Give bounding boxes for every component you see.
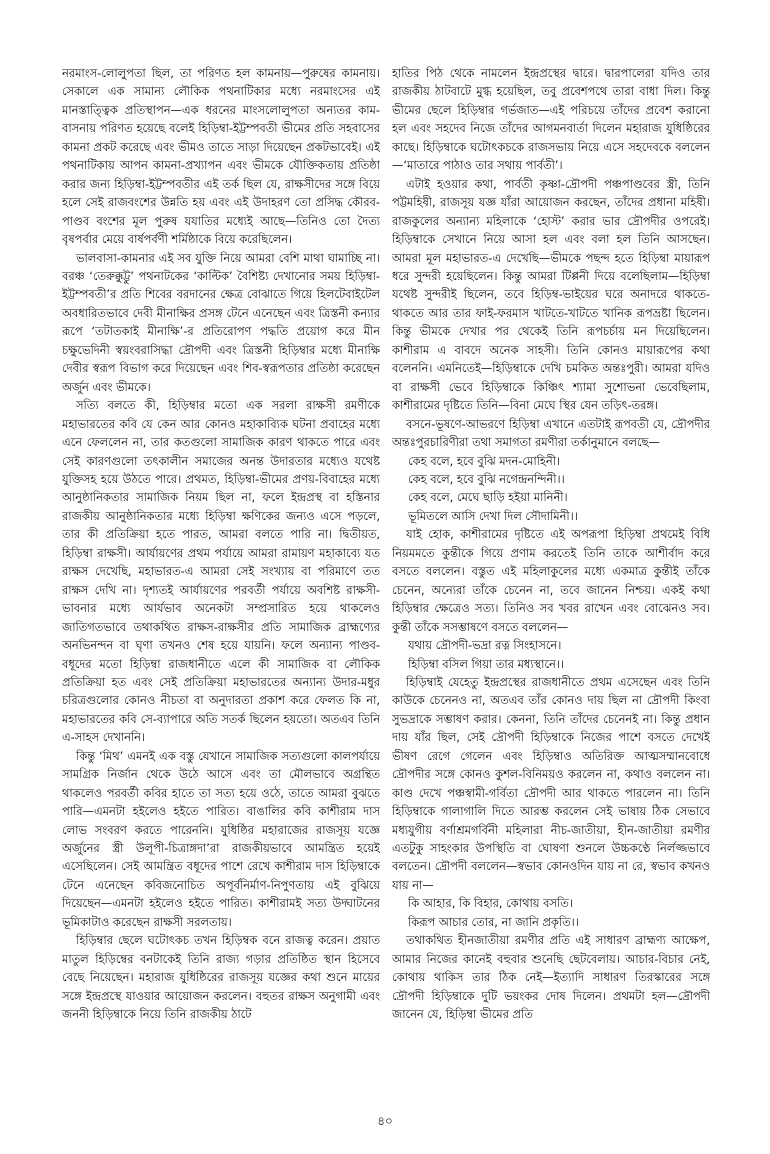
paragraph: হিড়িম্বাই যেহেতু ইন্দ্রপ্রস্থের রাজধানীতে প্রথম এসেছেন এবং তিনি কাউকে চেনেনও না, অতএব তাঁর কোনও দায় ছিল না দ্রৌপদী কিংবা সুভদ্রাকে সম্ভাষণ করার। কেননা, তিনি তাঁদের চেনেনই না। কিন্তু প্রধান দায় যাঁর ছিল, সেই দ্রৌপদী হিড়িম্বাকে নিজের পাশে বসতে দেখেই ভীষণ রেগে গেলেন এবং হিড়িম্বাও অতিরিক্ত আত্মসম্মানবোধে দ্রৌপদীর সঙ্গে কোনও কুশল-বিনিময়ও করলেন না, কথাও বললেন না। কাণ্ড দেখে পঞ্চস্বামী-গর্বিতা দ্রৌপদী আর থাকতে পারলেন না। তিনি হিড়িম্বাকে গালাগালি দিতে আরম্ভ করলেন সেই ভাষায় ঠিক সেভাবে মধ্যযুগীয় বর্ণাশ্রমগর্বিনী মহিলারা নীচ-জাতীয়া, হীন-জাতীয়া রমণীর এতটুকু সাহংকার উপস্থিতি বা ঘোষণা শুনলে উচ্চকণ্ঠে নির্লজ্জভাবে বলতেন। দ্রৌপদী বললেন—স্বভাব কোনওদিন যায় না রে, স্বভাব কখনও যায় না—	[392, 674, 710, 892]
verse-line: যথায় দ্রৌপদী-ভদ্রা রত্ন সিংহাসনে।	[408, 638, 562, 653]
paragraph: নরমাংস-লোলুপতা ছিল, তা পরিণত হল কামনায়—পুরুষের কামনায়। সেকালে এক সামান্য লৌকিক পথনাটিকার মধ্যে নরমাংসের এই মানস্তাত্ত্বিক প্রতিস্থাপন—এক ধরনের মাংসলোলুপতা অন্যতর কাম-বাসনায় পরিণত হয়েছে বলেই হিড়িম্বা-ইট্টম্পবতী ভীমের প্রতি সহবাসের কামনা প্রকট করেছে এবং ভীমও তাতে সাড়া দিয়েছেন প্রকটভাবেই। এই পথনাটিকায় আপন কামনা-প্রখ্যাপন এবং ভীমকে যৌক্তিকতায় প্রতিষ্ঠা করার জন্য হিড়িম্বা-ইট্টম্পবতীর এই তর্ক ছিল যে, রাক্ষসীদের সঙ্গে বিয়ে হলে সেই রাজবংশের উন্নতি হয় এবং এই উদাহরণ তো প্রসিদ্ধ কৌরব-পাণ্ডব বংশের মূল পুরুষ যযাতির মধ্যেই আছে—তিনিও তো দৈত্য বৃষপর্বার মেয়ে বার্ষপর্বণী শর্মিষ্ঠাকে বিয়ে করেছিলেন।	[62, 66, 380, 247]
paragraph: হিড়িম্বার ছেলে ঘটোৎকচ তখন হিড়িম্বক বনে রাজত্ব করেন। প্রয়াত মাতুল হিড়িম্বের বনটাকেই তিনি রাজ্য গড়ার প্রতিষ্ঠিত স্থান হিসেবে বেছে নিয়েছেন। মহারাজ যুধিষ্ঠিরের রাজসূয় যজ্ঞের কথা শুনে মায়ের সঙ্গে ইন্দ্রপ্রস্থে যাওয়ার আয়োজন করলেন। বহুতর রাক্ষস অনুগামী এবং জননী হিড়িম্বাকে নিয়ে তিনি রাজকীয় ঠাটে	[62, 933, 380, 1022]
paragraph: বসনে-ভূষণে-আভরণে হিড়িম্বা এখানে এতটাই রূপবতী যে, দ্রৌপদীর অন্তঃপুরচারিণীরা তথা সমাগতা রমণীরা তর্কানুমানে বলছে—	[392, 416, 710, 450]
paragraph: এটাই হওয়ার কথা, পার্বতী কৃষ্ণা-দ্রৌপদী পঞ্চপাণ্ডবের স্ত্রী, তিনি পট্টমহিষী, রাজসূয় যজ্ঞ যাঁরা আয়োজন করছেন, তাঁদের প্রধানা মহিষী। রাজকুলের অন্যান্য মহিলাকে ‘হোস্ট’ করার ভার দ্রৌপদীর ওপরেই। হিড়িম্বাকে সেখানে নিয়ে আসা হল এবং বলা হল তিনি আসছেন। আমরা মূল মহাভারত-এ দেখেছি—ভীমকে পছন্দ হতে হিড়িম্বা মায়ারূপ ধরে সুন্দরী হয়েছিলেন। কিন্তু আমরা টিপ্পনী দিয়ে বলেছিলাম—হিড়িম্বা যথেষ্ট সুন্দরীই ছিলেন, তবে হিড়িম্ব-ভাইয়ের ঘরে অনাদরে থাকতে-থাকতে আর তার ফাই-ফরমাস খাটতে-খাটতে খানিক রূপভ্রষ্টা ছিলেন। কিন্তু ভীমকে দেখার পর থেকেই তিনি রূপচর্চায় মন দিয়েছিলেন। কাশীরাম এ বাবদে অনেক সাহসী। তিনি কোনও মায়ারূপের কথা বলেননি। এমনিতেই—হিড়িম্বাকে দেখি চমকিত অন্তঃপুরী। আমরা যদিও বা রাক্ষসী ভেবে হিড়িম্বাকে কিঞ্চিৎ শ্যামা সুশোভনা ভেবেছিলাম, কাশীরামের দৃষ্টিতে তিনি—বিনা মেঘে স্থির যেন তড়িৎ-তরঙ্গ।	[392, 176, 710, 413]
paragraph: হাতির পিঠ থেকে নামলেন ইন্দ্রপ্রস্থের দ্বারে। দ্বারপালেরা যদিও তার রাজকীয় ঠাটবাটে মুগ্ধ হয়েছিল, তবু প্রবেশপথে তারা বাধা দিল। কিন্তু ভীমের ছেলে হিড়িম্বার গর্ভজাত—এই পরিচয়ে তাঁদের প্রবেশ করানো হল এবং সহদেব নিজে তাঁদের আগমনবার্তা দিলেন মহারাজ যুধিষ্ঠিরের কাছে। হিড়িম্বাকে ঘটোৎকচকে রাজসভায় নিয়ে এসে সহদেবকে বললেন—‘মাতারে পাঠাও তার সথায় পার্বতী’।	[392, 66, 710, 173]
paragraph: সত্যি বলতে কী, হিড়িম্বার মতো এক সরলা রাক্ষসী রমণীকে মহাভারতের কবি যে কেন আর কোনও মহাকাব্যিক ঘটনা প্রবাহের মধ্যে এনে ফেললেন না, তার কতগুলো সামাজিক কারণ থাকতে পারে এবং সেই কারণগুলো তৎকালীন সমাজের অনন্ত উদারতার মধ্যেও যথেষ্ট যুক্তিসহ হয়ে উঠতে পারে। প্রথমত, হিড়িম্বা-ভীমের প্রণয়-বিবাহের মধ্যে আনুষ্ঠানিকতার সামাজিক নিয়ম ছিল না, ফলে ইন্দ্রপ্রস্থ বা হস্তিনার রাজকীয় আনুষ্ঠানিকতার মধ্যে হিড়িম্বা ক্ষণিকের জন্যও এসে পড়লে, তার কী প্রতিক্রিয়া হতে পারত, আমরা বলতে পারি না। দ্বিতীয়ত, হিড়িম্বা রাক্ষসী। আর্যায়ণের প্রথম পর্যায়ে আমরা রামায়ণ মহাকাব্যে যত রাক্ষস দেখেছি, মহাভারত-এ আমরা সেই সংখ্যায় বা পরিমাণে তত রাক্ষস দেখি না। দৃশ্যতই আর্যায়ণের পরবর্তী পর্যায়ে অবশিষ্ট রাক্ষসী-ভাবনার মধ্যে আর্যভাব অনেকটা সম্প্রসারিত হয়ে থাকলেও জাতিগতভাবে তথাকথিত রাক্ষস-রাক্ষসীর প্রতি সামাজিক ব্রাহ্মণ্যের অনভিনন্দন বা ঘৃণা তখনও শেষ হয়ে যায়নি। ফলে অন্যান্য পাণ্ডব-বধূদের মতো হিড়িম্বা রাজধানীতে এলে কী সামাজিক বা লৌকিক প্রতিক্রিয়া হত এবং সেই প্রতিক্রিয়া মহাভারতের অন্যান্য উদার-মধুর চরিত্রগুলোর কোনও নীচতা বা অনুদারতা প্রকাশ করে ফেলত কি না, মহাভারতের কবি সে-ব্যাপারে অতি সতর্ক ছিলেন হয়তো। অতএব তিনি এ-সাহস দেখাননি।	[62, 398, 380, 745]
paragraph: কিন্তু ‘মিথ’ এমনই এক বস্তু যেখানে সামাজিক সত্যগুলো কালপর্যায়ে সামগ্রিক নির্জান থেকে উঠে আসে এবং তা মৌলভাবে অগ্রন্থিত থাকলেও পরবর্তী কবির হাতে তা সত্য হয়ে ওঠে, তাতে আমরা বুঝতে পারি—এমনটা হইলেও হইতে পারিত। বাঙালির কবি কাশীরাম দাস লোভ সংবরণ করতে পারেননি। যুধিষ্ঠির মহারাজের রাজসূয় যজ্ঞে অর্জুনের স্ত্রী উলূপী-চিত্রাঙ্গদা’রা রাজকীয়ভাবে আমন্ত্রিত হয়েই এসেছিলেন। সেই আমন্ত্রিত বধূদের পাশে রেখে কাশীরাম দাস হিড়িম্বাকে টেনে এনেছেন কবিজনোচিত অপূর্বনির্মাণ-নিপুণতায় এই বুঝিয়ে দিয়েছেন—এমনটা হইলেও হইতে পারিত। কাশীরামই সত্য উদ্ঘাটনের ভূমিকাটাও করেছেন রাক্ষসী সরলতায়।	[62, 748, 380, 929]
paragraph: যাই হোক, কাশীরামের দৃষ্টিতে এই অপরূপা হিড়িম্বা প্রথমেই বিধি নিয়মমতে কুন্তীকে গিয়ে প্রণাম করতেই তিনি তাকে আশীর্বাদ করে বসতে বললেন। বস্তুত এই মহিলাকুলের মধ্যে একমাত্র কুন্তীই তাঁকে চেনেন, অন্যেরা তাঁকে চেনেন না, তবে জানেন নিশ্চয়। একই কথা হিড়িম্বার ক্ষেত্রেও সত্য। তিনিও সব খবর রাখেন এবং বোঝেনও সব। কুন্তী তাঁকে সসম্ভাষণে বসতে বললেন—	[392, 527, 710, 634]
left-text-column	[62, 64, 380, 1074]
verse-line: ভূমিতলে আসি দেখা দিল সৌদামিনী।।	[408, 508, 578, 523]
page-number: ৪০	[377, 1114, 393, 1128]
verse-line: হিড়িম্বা বসিল গিয়া তার মধ্যস্থানে।।	[408, 656, 564, 671]
verse-line: কি আহার, কি বিহার, কোথায় বসতি।	[408, 896, 573, 911]
paragraph: তথাকথিত হীনজাতীয়া রমণীর প্রতি এই সাধারণ ব্রাহ্মণ্য আক্ষেপ, আমার নিজের কানেই বহুবার শুনেছি ছেটবেলায়। আচার-বিচার নেই, কোথায় থাকিস তার ঠিক নেই—ইত্যাদি সাধারণ তিরস্কারের সঙ্গে দ্রৌপদী হিড়িম্বাকে দুটি ভয়ংকর দোষ দিলেন। প্রথমটা হল—দ্রৌপদী জানেন যে, হিড়িম্বা ভীমের প্রতি	[392, 933, 710, 1022]
verse-line: কিরূপ আচার তোর, না জানি প্রকৃতি।।	[408, 914, 579, 929]
paragraph: ভালবাসা-কামনার এই সব যুক্তি নিয়ে আমরা বেশি মাথা ঘামাচ্ছি না। বরঞ্চ ‘তেরুক্কুট্টু’ পথনাটকের ‘কাল্টিক’ বৈশিষ্ট্য দেখানোর সময় হিড়িম্বা-ইট্টম্পবতী’র প্রতি শিবের বরদানের ক্ষেত্র বোঝাতে গিয়ে হিলটেবাইটেল অবধারিতভাবে দেবী মীনাক্ষির প্রসঙ্গ টেনে এনেছেন এবং ত্রিস্তনী কন্যার রূপে ‘তটাতকাই মীনাক্ষি’-র প্রতিরোপণ পদ্ধতি প্রয়োগ করে মীন চক্ষুভেদিনী স্বয়ংবরাসিদ্ধা দ্রৌপদী এবং ত্রিস্তনী হিড়িম্বার মধ্যে মীনাক্ষি দেবীর স্বরূপ বিভাগ করে দিয়েছেন এবং শিব-স্বরূপতার প্রতিষ্ঠা করেছেন অর্জুন এবং ভীমকে।	[62, 250, 380, 394]
verse-line: কেহ বলে, মেঘে ছাড়ি হইয়া মানিনী।	[408, 490, 568, 505]
verse-line: কেহ বলে, হবে বুঝি মদন-মোহিনী।	[408, 453, 561, 468]
right-text-column	[392, 64, 710, 1074]
verse-line: কেহ বলে, হবে বুঝি নগেন্দ্রনন্দিনী।।	[408, 471, 565, 486]
